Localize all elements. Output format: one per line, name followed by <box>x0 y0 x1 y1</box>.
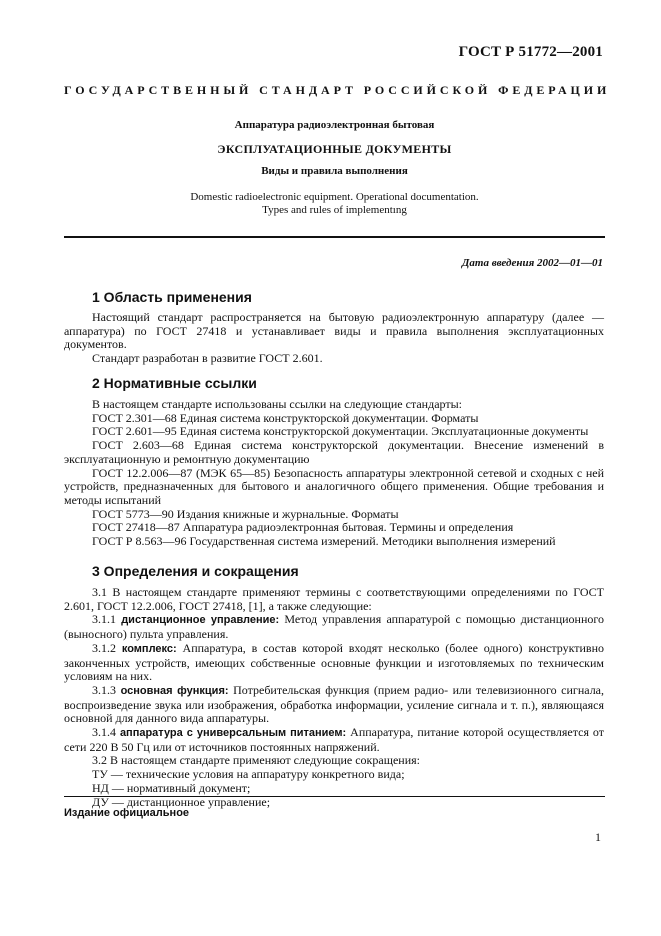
paragraph: Настоящий стандарт распространяется на бытовую радиоэлектронную аппаратуру (далее — аппаратура) по ГОСТ 27418 и устанавливает виды и правила выполнения эксплуатационных документов. <box>64 310 604 352</box>
title-main: ЭКСПЛУАТАЦИОННЫЕ ДОКУМЕНТЫ <box>217 142 452 156</box>
section-1-heading: 1 Область применения <box>92 289 252 305</box>
definition-item <box>64 613 604 641</box>
header-divider <box>64 236 605 238</box>
abbreviation-item: ТУ — технические условия на аппаратуру конкретного вида; <box>92 767 405 782</box>
paragraph: 3.1 В настоящем стандарте применяют термины с соответствующими определениями по ГОСТ 2.601, ГОСТ 12.2.006, ГОСТ 27418, [1], а также следующие: <box>64 585 604 613</box>
page-number: 1 <box>595 830 601 844</box>
section-2-heading: 2 Нормативные ссылки <box>92 375 257 391</box>
definition-term: комплекс: <box>121 642 177 655</box>
definition-text: Метод управления аппаратурой с помощью дистанционного (выносного) пульта управления. <box>64 612 604 642</box>
definition-item <box>64 642 604 684</box>
edition-label: Издание официальное <box>64 807 190 819</box>
abbreviation-item: ДУ — дистанционное управление; <box>92 794 271 809</box>
definition-text: Аппаратура, в состав которой входят несколько (более одного) конструктивно законченных устройств, имеющих собственные основные функции и изготовляемых по техническим условиям на них. <box>64 640 605 684</box>
definition-text: Потребительская функция (прием радио- или телевизионного сигнала, воспроизведение звука или изображения, обработка информации, усиление сигнала и т. п.), являющаяся основной для данного вида аппаратуры. <box>64 682 605 726</box>
section-3-body <box>64 586 604 809</box>
abbreviation-item: НД — нормативный документ; <box>92 780 251 795</box>
section-1-body <box>64 311 604 366</box>
title-english-line2: Types and rules of implementıng <box>262 204 407 216</box>
reference-item: ГОСТ 2.603—68 Единая система конструкторской документации. Внесение изменений в эксплуатационную и ремонтную документацию <box>64 438 604 466</box>
definition-number: 3.1.3 <box>92 682 116 697</box>
document-code: ГОСТ Р 51772—2001 <box>458 44 603 60</box>
footer-divider <box>64 796 605 797</box>
paragraph: Стандарт разработан в развитие ГОСТ 2.601. <box>92 351 323 366</box>
definition-item <box>64 726 604 754</box>
reference-item: ГОСТ Р 8.563—96 Государственная система измерений. Методики выполнения измерений <box>92 534 556 549</box>
section-2-body <box>64 398 604 549</box>
paragraph: 3.2 В настоящем стандарте применяют следующие сокращения: <box>92 753 420 768</box>
definition-term: аппаратура с универсальным питанием: <box>119 727 347 740</box>
title-subject: Аппаратура радиоэлектронная бытовая <box>234 119 435 131</box>
definition-term: основная функция: <box>120 684 229 697</box>
definition-number: 3.1.2 <box>92 640 116 655</box>
reference-item: ГОСТ 27418—87 Аппаратура радиоэлектронная бытовая. Термины и определения <box>92 520 514 535</box>
reference-item: ГОСТ 5773—90 Издания книжные и журнальные. Форматы <box>92 506 399 521</box>
definition-term: дистанционное управление: <box>121 614 280 627</box>
state-standard-banner: ГОСУДАРСТВЕННЫЙ СТАНДАРТ РОССИЙСКОЙ ФЕДЕРАЦИИ <box>64 83 611 97</box>
definition-text: Аппаратура, питание которой осуществляется от сети 220 В 50 Гц или от источников постоянных напряжений. <box>64 725 605 754</box>
reference-item: ГОСТ 12.2.006—87 (МЭК 65—85) Безопасность аппаратуры электронной сетевой и сходных с ней устройств, предназначенных для бытового и аналогичного общего применения. Общие требования и методы испытаний <box>64 465 604 507</box>
definition-number: 3.1.1 <box>92 612 116 627</box>
reference-item: ГОСТ 2.301—68 Единая система конструкторской документации. Форматы <box>92 410 479 425</box>
title-subtitle: Виды и правила выполнения <box>261 165 408 177</box>
reference-item: ГОСТ 2.601—95 Единая система конструкторской документации. Эксплуатационные документы <box>92 424 589 439</box>
definition-item <box>64 684 604 726</box>
title-english-line1: Domestic radioelectronic equipment. Operational documentation. <box>190 191 479 203</box>
definition-number: 3.1.4 <box>92 725 116 740</box>
section-3-heading: 3 Определения и сокращения <box>92 563 299 579</box>
paragraph: В настоящем стандарте использованы ссылки на следующие стандарты: <box>92 397 463 411</box>
introduction-date: Дата введения 2002—01—01 <box>461 257 603 269</box>
